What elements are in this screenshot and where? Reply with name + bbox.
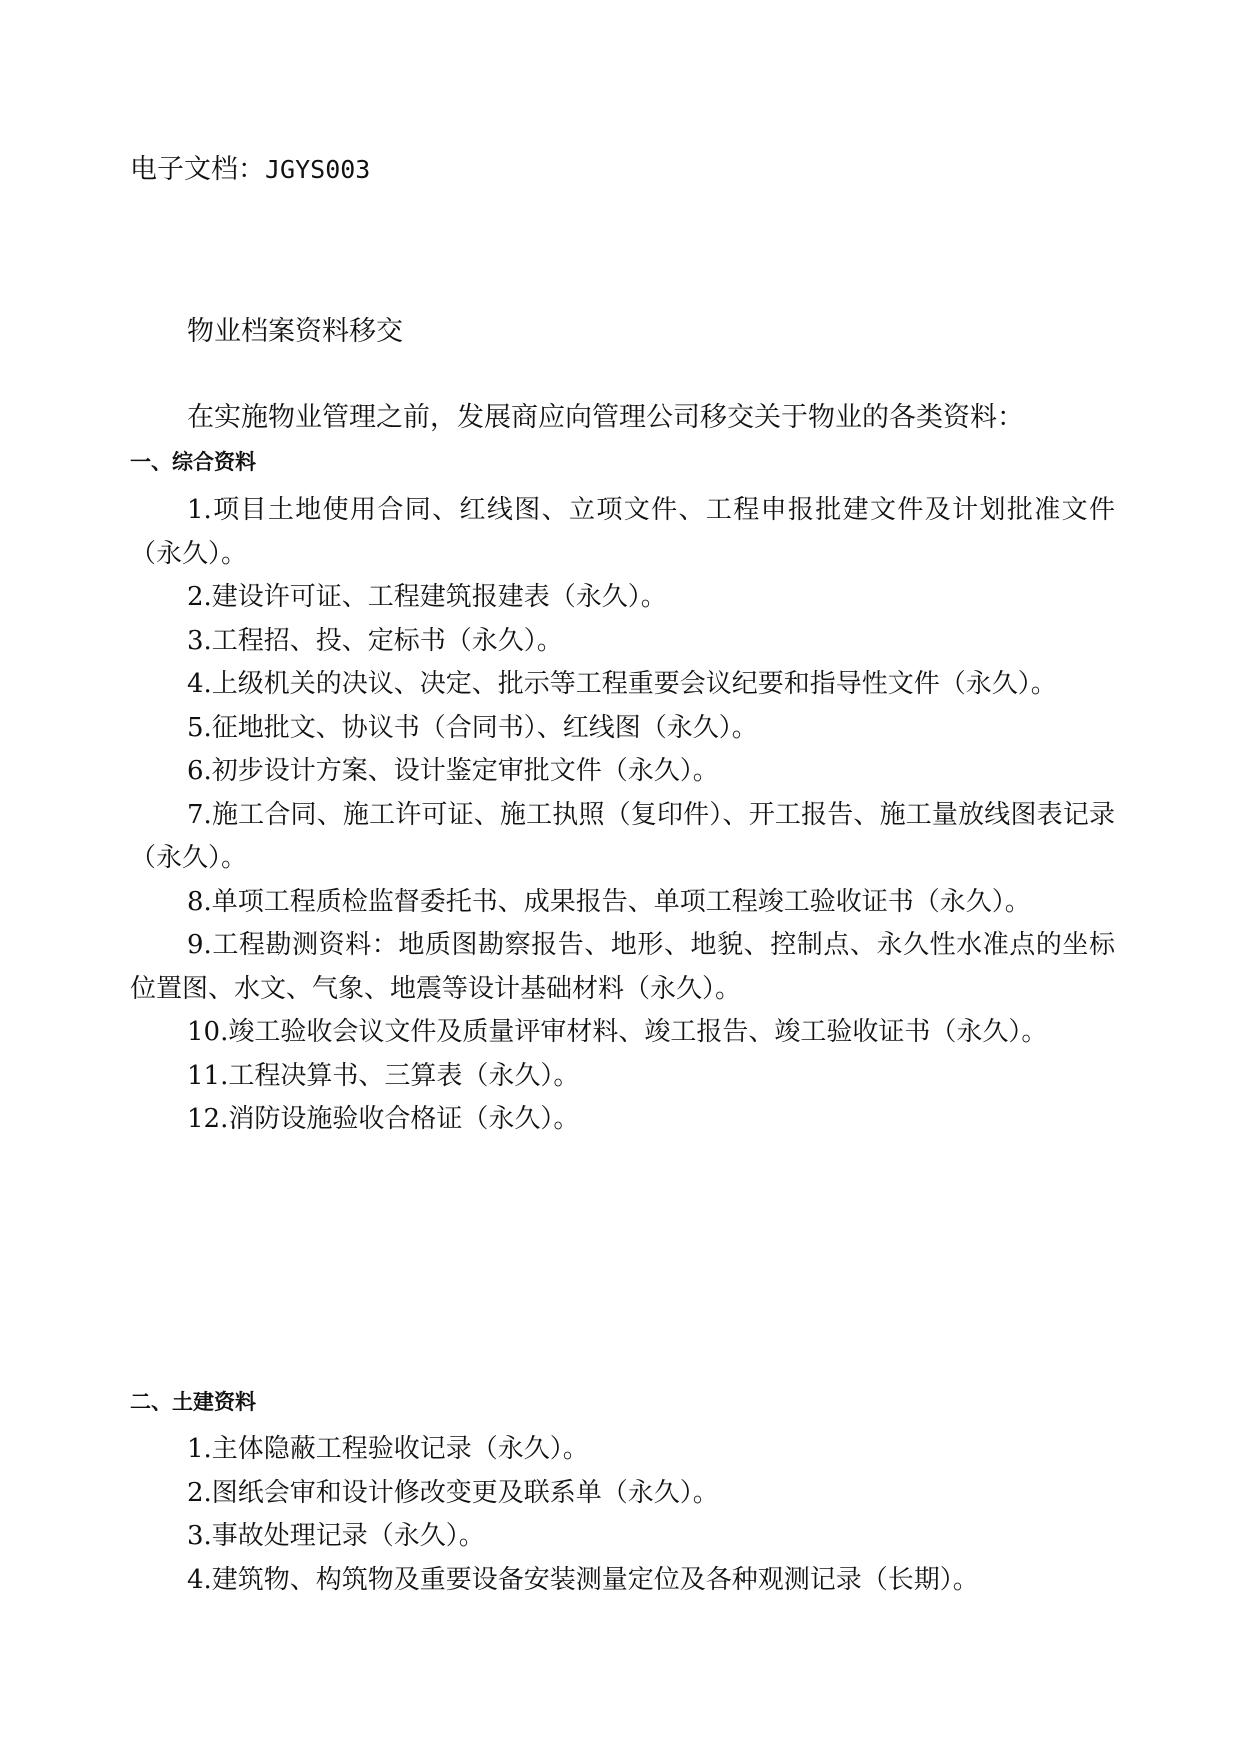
document-title: 物业档案资料移交 (187, 316, 403, 347)
list-item: 3.工程招、投、定标书（永久）。 (187, 625, 563, 656)
intro-paragraph: 在实施物业管理之前，发展商应向管理公司移交关于物业的各类资料： (187, 402, 1024, 433)
list-item: 1.主体隐蔽工程验收记录（永久）。 (187, 1434, 589, 1464)
general-materials-list (130, 489, 1115, 1142)
section-heading-civil: 二、土建资料 (130, 1390, 256, 1414)
list-item: 12.消防设施验收合格证（永久）。 (187, 1104, 580, 1134)
civil-materials-list (130, 1428, 1115, 1602)
document-id (130, 150, 370, 190)
list-item: 5.征地批文、协议书（合同书）、红线图（永久）。 (187, 712, 758, 743)
list-item: 2.图纸会审和设计修改变更及联系单（永久）。 (187, 1477, 719, 1508)
list-item: 9.工程勘测资料：地质图勘察报告、地形、地貌、控制点、永久性水准点的坐标位置图、水文、气象、地震等设计基础材料（永久）。 (130, 930, 1115, 1004)
list-item: 3.事故处理记录（永久）。 (187, 1521, 485, 1551)
list-item: 4.建筑物、构筑物及重要设备安装测量定位及各种观测记录（长期）。 (187, 1564, 979, 1595)
document-id-code: JGYS003 (265, 155, 371, 184)
section-heading-general: 一、综合资料 (130, 450, 256, 474)
list-item: 4.上级机关的决议、决定、批示等工程重要会议纪要和指导性文件（永久）。 (187, 669, 1057, 699)
list-item: 10.竣工验收会议文件及质量评审材料、竣工报告、竣工验收证书（永久）。 (187, 1017, 1048, 1047)
list-item: 1.项目土地使用合同、红线图、立项文件、工程申报批建文件及计划批准文件（永久）。 (130, 495, 1115, 569)
document-id-label: 电子文档： (130, 154, 265, 185)
list-item: 2.建设许可证、工程建筑报建表（永久）。 (187, 582, 667, 612)
list-item: 11.工程决算书、三算表（永久）。 (187, 1060, 580, 1091)
list-item: 6.初步设计方案、设计鉴定审批文件（永久）。 (187, 756, 719, 786)
list-item: 8.单项工程质检监督委托书、成果报告、单项工程竣工验收证书（永久）。 (187, 886, 1031, 917)
list-item: 7.施工合同、施工许可证、施工执照（复印件）、开工报告、施工量放线图表记录（永久）。 (130, 799, 1115, 873)
